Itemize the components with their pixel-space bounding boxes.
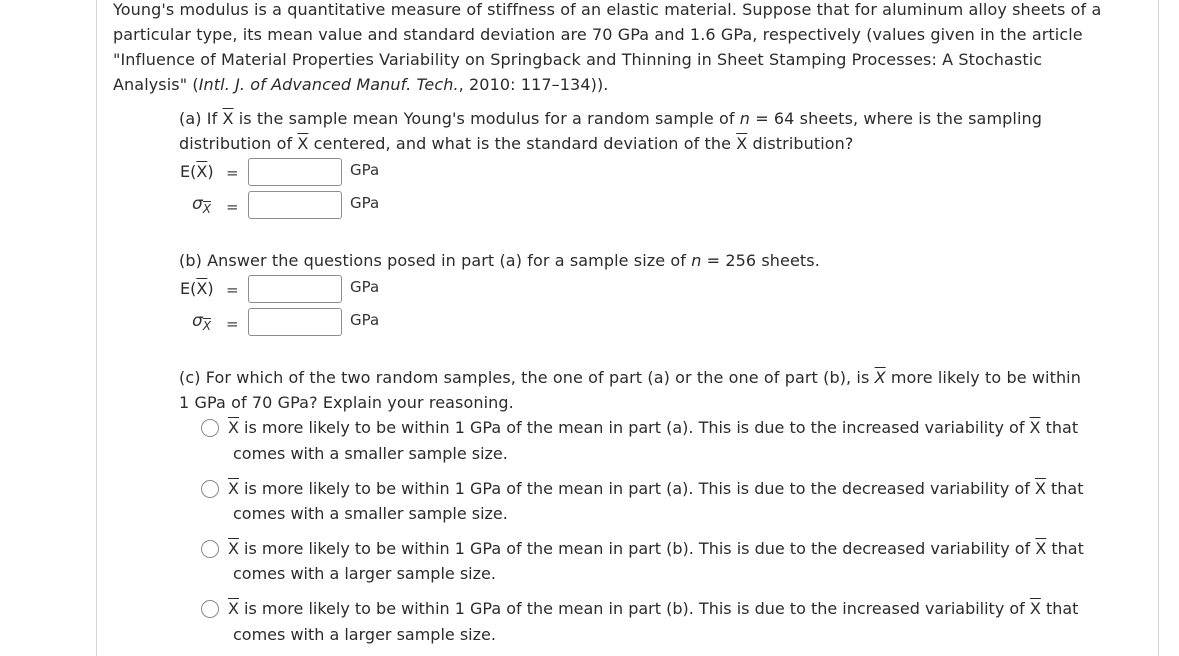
- option-4-line-1: [228, 596, 1078, 621]
- sigma-symbol: σ: [192, 194, 203, 214]
- text: = 256 sheets.: [701, 251, 820, 270]
- option-3-line-2: comes with a larger sample size.: [233, 564, 496, 583]
- part-b-sd-input[interactable]: [248, 308, 342, 336]
- part-a-question-line-2: [179, 131, 854, 156]
- x-bar-symbol: $\overline{X}$: [196, 162, 208, 181]
- text: distribution of: [179, 134, 298, 153]
- n-variable: n: [691, 251, 702, 270]
- sigma-xbar-label: [192, 311, 211, 333]
- right-border: [1158, 0, 1159, 656]
- text: is more likely to be within 1 GPa of the mean in part (a). This is due to the decreased variability of: [238, 479, 1035, 498]
- part-c-question-line-2: 1 GPa of 70 GPa? Explain your reasoning.: [179, 393, 514, 412]
- x-bar-symbol: $\overline{X}$: [1035, 539, 1047, 558]
- intro-line-1: Young's modulus is a quantitative measure of stiffness of an elastic material. Suppose that for aluminum alloy sheets of a: [113, 0, 1102, 19]
- intro-line-4: [113, 72, 608, 97]
- option-1-radio[interactable]: [201, 419, 219, 437]
- mean-label: [180, 279, 214, 298]
- x-bar-subscript: X: [202, 319, 212, 333]
- option-2-line-1: [228, 476, 1084, 501]
- text: (b) Answer the questions posed in part (a) for a sample size of: [179, 251, 692, 270]
- text: is more likely to be within 1 GPa of the mean in part (b). This is due to the decreased variability of: [238, 539, 1036, 558]
- text: E(: [180, 162, 197, 181]
- text: that: [1046, 539, 1084, 558]
- left-border: [96, 0, 97, 656]
- text: that: [1040, 418, 1079, 437]
- part-a-mean-input[interactable]: [248, 158, 342, 186]
- text: is the sample mean Young's modulus for a random sample of: [233, 109, 740, 128]
- x-bar-symbol: $\overline{X}$: [196, 279, 208, 298]
- intro-text: Analysis" (: [113, 75, 199, 94]
- intro-line-2: particular type, its mean value and standard deviation are 70 GPa and 1.6 GPa, respectively (values given in the article: [113, 25, 1083, 44]
- x-bar-symbol: $\overline{X}$: [228, 479, 239, 498]
- x-bar-symbol: $\overline{X}$: [1029, 599, 1041, 618]
- n-variable: n: [739, 109, 751, 128]
- x-bar-symbol: $\overline{X}$: [222, 109, 234, 128]
- x-bar-symbol: $\overline{X}$: [736, 134, 748, 153]
- sigma-xbar-label: [192, 194, 211, 216]
- option-2-line-2: comes with a smaller sample size.: [233, 504, 508, 523]
- x-bar-symbol: $\overline{X}$: [874, 368, 886, 387]
- intro-line-3: "Influence of Material Properties Variability on Springback and Thinning in Sheet Stamping Processes: A Stochastic: [113, 50, 1043, 69]
- part-c-question-line-1: [179, 365, 1081, 390]
- text: (a) If: [179, 109, 223, 128]
- option-3-radio[interactable]: [201, 540, 219, 558]
- equals-sign: =: [226, 315, 239, 333]
- unit-label: GPa: [350, 311, 380, 329]
- unit-label: GPa: [350, 194, 380, 212]
- text: distribution?: [747, 134, 854, 153]
- part-b-mean-input[interactable]: [248, 275, 342, 303]
- part-a-sd-input[interactable]: [248, 191, 342, 219]
- text: is more likely to be within 1 GPa of the mean in part (a). This is due to the increased variability of: [238, 418, 1030, 437]
- text: that: [1040, 599, 1079, 618]
- text: more likely to be within: [885, 368, 1081, 387]
- option-3-line-1: [228, 536, 1084, 561]
- equals-sign: =: [226, 198, 239, 216]
- text: ): [207, 162, 214, 181]
- x-bar-symbol: $\overline{X}$: [1029, 418, 1041, 437]
- text: that: [1045, 479, 1084, 498]
- mean-label: [180, 162, 214, 181]
- equals-sign: =: [226, 164, 239, 182]
- part-a-question-line-1: [179, 106, 1042, 131]
- x-bar-subscript: X: [202, 202, 212, 216]
- text: is more likely to be within 1 GPa of the mean in part (b). This is due to the increased variability of: [238, 599, 1030, 618]
- x-bar-symbol: $\overline{X}$: [1034, 479, 1046, 498]
- option-4-radio[interactable]: [201, 600, 219, 618]
- sigma-symbol: σ: [192, 311, 203, 331]
- text: = 64 sheets, where is the sampling: [750, 109, 1042, 128]
- x-bar-symbol: $\overline{X}$: [228, 599, 239, 618]
- part-b-question: [179, 248, 820, 273]
- text: (c) For which of the two random samples, the one of part (a) or the one of part (b), is: [179, 368, 875, 387]
- option-1-line-1: [228, 415, 1078, 440]
- option-2-radio[interactable]: [201, 480, 219, 498]
- x-bar-symbol: $\overline{X}$: [228, 539, 239, 558]
- text: E(: [180, 279, 197, 298]
- journal-name: Intl. J. of Advanced Manuf. Tech.: [198, 75, 459, 94]
- unit-label: GPa: [350, 161, 380, 179]
- equals-sign: =: [226, 281, 239, 299]
- option-1-line-2: comes with a smaller sample size.: [233, 444, 508, 463]
- text: centered, and what is the standard deviation of the: [308, 134, 737, 153]
- text: ): [207, 279, 214, 298]
- x-bar-symbol: $\overline{X}$: [228, 418, 239, 437]
- intro-text: , 2010: 117–134)).: [458, 75, 609, 94]
- unit-label: GPa: [350, 278, 380, 296]
- x-bar-symbol: $\overline{X}$: [297, 134, 309, 153]
- option-4-line-2: comes with a larger sample size.: [233, 625, 496, 644]
